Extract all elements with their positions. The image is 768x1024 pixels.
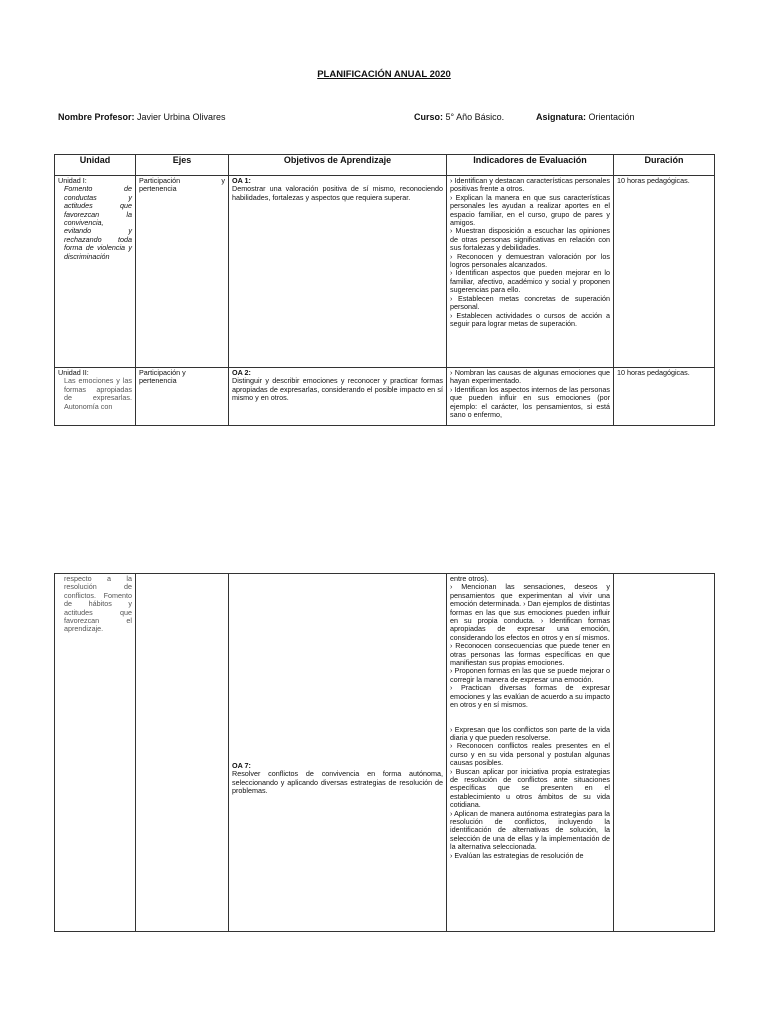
table-header-row [55, 155, 715, 176]
teacher-label: Nombre Profesor: [58, 112, 135, 122]
subject-field [536, 112, 635, 122]
subject-label: Asignatura: [536, 112, 587, 122]
unit-description: Fomento de conductas y actitudes que favorezcan la convivencia, evitando y rechazando toda forma de violencia y discriminación [64, 184, 132, 261]
header-indicadores: Indicadores de Evaluación [447, 155, 614, 176]
course-value: 5° Año Básico. [445, 112, 505, 122]
subject-value: Orientación [588, 112, 635, 122]
indicators-cell [447, 574, 614, 932]
objective-title: OA 7: [232, 761, 251, 770]
indicator-item: › Evalúan las estrategias de resolución de [450, 850, 584, 860]
table-row [55, 574, 715, 932]
objective-text: Distinguir y describir emociones y reconocer y practicar formas apropiadas de expresarlas, considerando el posible impacto en sí mismo y en otros. [232, 376, 443, 403]
indicator-item: › Expresan que los conflictos son parte de la vida diaria y que pueden resolverse. [450, 724, 610, 742]
indicator-item: › Explican la manera en que sus características personales les ayudan a realizar aportes en el espacio familiar, en el curso, grupo de pares y amigos. [450, 192, 610, 228]
unit-description: respecto a la resolución de conflictos. Fomento de hábitos y actitudes que favorezcan el aprendizaje. [64, 574, 132, 634]
indicator-item: › Identifican los aspectos internos de las personas que pueden influir en sus emociones (por ejemplo: el carácter, los pensamientos, si está sano o enfermo, [450, 384, 610, 420]
indicator-item: › Establecen metas concretas de superación personal. [450, 293, 610, 312]
unit-title: Unidad II: [58, 368, 89, 377]
axis-cell: Participación y pertenencia [136, 176, 229, 368]
indicator-item: › Identifican y destacan características personales positivas frente a otros. [450, 176, 610, 194]
objective-cell [229, 574, 447, 932]
objective-text: Demostrar una valoración positiva de sí mismo, reconociendo habilidades, fortalezas y aspectos que requiera superar. [232, 184, 443, 202]
unit-description: Las emociones y las formas apropiadas de expresarlas. Autonomía con [64, 376, 132, 411]
indicator-item: › Establecen actividades o cursos de acción a seguir para lograr metas de superación. [450, 310, 610, 328]
indicators-cell [447, 176, 614, 368]
indicator-item: › Mencionan las sensaciones, deseos y pensamientos que experimentan al vivir una emoción determinada. › Dan ejemplos de distintas formas en las que sus emociones pueden influir en su propia conducta. › Identifican formas apropiadas de expresar una emoción, considerando los efectos en otros y en sí mismos. [450, 582, 610, 642]
unit-cell [55, 368, 136, 426]
planning-table [54, 154, 715, 426]
indicator-item: › Aplican de manera autónoma estrategias para la resolución de conflictos, incluyendo la identificación de alternativas de solución, la selección de una de ellas y la implementación de la alternativa seleccionada. [450, 808, 610, 852]
indicator-item: › Buscan aplicar por iniciativa propia estrategias de resolución de conflictos ante situaciones específicas que se presenten en el establecimiento u otros ámbitos de su vida cotidiana. [450, 766, 610, 810]
teacher-field [58, 112, 226, 122]
header-duracion: Duración [614, 155, 715, 176]
indicators-cell [447, 368, 614, 426]
teacher-value: Javier Urbina Olivares [137, 112, 226, 122]
table-row [55, 368, 715, 426]
indicator-item: › Nombran las causas de algunas emociones que hayan experimentado. [450, 368, 610, 386]
indicator-item: › Practican diversas formas de expresar emociones y las evalúan de acuerdo a su impacto en otros y en sí mismos. [450, 683, 610, 710]
duration-cell: 10 horas pedagógicas. [614, 368, 715, 426]
objective-title: OA 2: [232, 368, 251, 377]
unit-cell [55, 574, 136, 932]
header-unidad: Unidad [55, 155, 136, 176]
axis-cell: Participación y pertenencia [136, 368, 229, 426]
unit-title: Unidad I: [58, 176, 87, 185]
indicator-item: › Reconocen y demuestran valoración por los logros personales alcanzados. [450, 251, 610, 270]
duration-cell: 10 horas pedagógicas. [614, 176, 715, 368]
axis-cell [136, 574, 229, 932]
indicator-item: › Reconocen conflictos reales presentes en el curso y en su vida personal y postulan algunas causas posibles. [450, 741, 610, 768]
indicator-item: › Identifican aspectos que pueden mejorar en lo familiar, afectivo, académico y social y proponen sugerencias para ello. [450, 268, 610, 295]
header-ejes: Ejes [136, 155, 229, 176]
table-row [55, 176, 715, 368]
course-field [414, 112, 504, 122]
objective-cell [229, 368, 447, 426]
indicator-item: › Reconocen consecuencias que puede tener en otras personas las formas específicas en que manifiestan sus propias emociones. [450, 641, 610, 668]
unit-cell [55, 176, 136, 368]
objective-cell [229, 176, 447, 368]
objective-text: Resolver conflictos de convivencia en forma autónoma, seleccionando y aplicando diversas estrategias de resolución de problemas. [232, 769, 443, 796]
header-objetivos: Objetivos de Aprendizaje [229, 155, 447, 176]
indicator-item: › Muestran disposición a escuchar las opiniones de otras personas significativas en relación con sus fortalezas y debilidades. [450, 226, 610, 253]
objective-title: OA 1: [232, 176, 251, 185]
duration-cell [614, 574, 715, 932]
planning-table-continuation [54, 573, 715, 932]
indicator-item: entre otros). [450, 574, 489, 583]
indicator-item: › Proponen formas en las que se puede mejorar o corregir la manera de expresar una emoción. [450, 666, 610, 684]
course-label: Curso: [414, 112, 443, 122]
document-title: PLANIFICACIÓN ANUAL 2020 [317, 69, 451, 80]
